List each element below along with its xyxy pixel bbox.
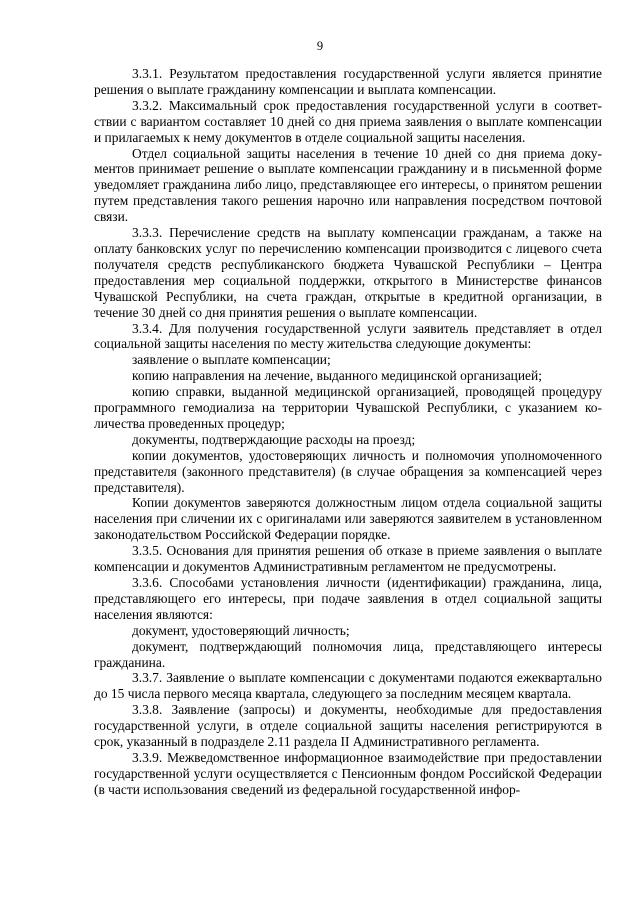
paragraph-3-3-5: 3.3.5. Основания для принятия решения об отказе в приеме заявления о выплате компенсации и документов Административным регламентом не предусмотрены. — [94, 543, 602, 575]
list-item-authority-document: документ, подтверждающий полномочия лица, представляющего интересы гражданина. — [94, 638, 602, 670]
list-item-referral-copy: копию направления на лечение, выданного медицинской организацией; — [132, 368, 542, 384]
paragraph-decision-notice: Отдел социальной защиты населения в течение 10 дней со дня приема документов принимает решение о выплате компенсации гражданину и в письменной форме уведомляет гражданина либо лицо, представляющее его интересы, о принятом решении путем представления такого решения нарочно или направления посредством почтовой связи. — [94, 145, 602, 225]
paragraph-3-3-1: 3.3.1. Результатом предоставления государственной услуги является принятие решения о выплате гражданину компенсации и выплата компенсации. — [94, 66, 602, 97]
page-number: 9 — [316, 39, 324, 53]
paragraph-3-3-7: 3.3.7. Заявление о выплате компенсации с документами подаются ежеквартально до 15 числа первого месяца квартала, следующего за последним месяцем квартала. — [94, 670, 602, 702]
list-item-application: заявление о выплате компенсации; — [132, 352, 331, 368]
document-body — [94, 66, 602, 798]
paragraph-3-3-4: 3.3.4. Для получения государственной услуги заявитель представляет в отдел социальной защиты населения по месту жительства следующие документы: — [94, 320, 602, 352]
list-item-representative-docs: копии документов, удостоверяющих личность и полномочия уполномоченного представителя (законного представителя) (в случае обращения за компенсацией через представителя). — [94, 447, 602, 495]
list-item-identity-document: документ, удостоверяющий личность; — [132, 622, 350, 638]
paragraph-3-3-9: 3.3.9. Межведомственное информационное взаимодействие при предоставлении государственной услуги осуществляется с Пенсионным фондом Российской Федерации (в части использования сведений из федеральной государственной инфор- — [94, 749, 602, 797]
paragraph-3-3-3: 3.3.3. Перечисление средств на выплату компенсации гражданам, а также на оплату банковских услуг по перечислению компенсации производится с лицевого счета получателя средств республиканского бюджета Чувашской Республики – Центра предоставления мер социальной поддержки, открытого в Министерстве финансов Чувашской Республики, на счета граждан, открытые в кредитной организации, в течение 30 дней со дня принятия решения о выплате компенсации. — [94, 225, 602, 320]
paragraph-3-3-8: 3.3.8. Заявление (запросы) и документы, необходимые для предоставления государственной услуги, в отделе социальной защиты населения регистрируются в срок, указанный в подразделе 2.11 раздела II Административного регламента. — [94, 702, 602, 750]
paragraph-3-3-2: 3.3.2. Максимальный срок предоставления государственной услуги в соответствии с вариантом составляет 10 дней со дня приема заявления о выплате компенсации и прилагаемых к нему документов в отделе социальной защиты населения. — [94, 97, 602, 145]
list-item-travel-expenses: документы, подтверждающие расходы на проезд; — [132, 431, 416, 447]
list-item-certificate-copy: копию справки, выданной медицинской организацией, проводящей процедуру программного гемодиализа на территории Чувашской Республики, с указанием количества проведенных процедур; — [94, 384, 602, 431]
paragraph-copies-certification: Копии документов заверяются должностным лицом отдела социальной защиты населения при сличении их с оригиналами или заверяются заявителем в установленном законодательством Российской Федерации порядке. — [94, 495, 602, 543]
paragraph-3-3-6: 3.3.6. Способами установления личности (идентификации) гражданина, лица, представляющего его интересы, при подаче заявления в отдел социальной защиты населения являются: — [94, 575, 602, 622]
